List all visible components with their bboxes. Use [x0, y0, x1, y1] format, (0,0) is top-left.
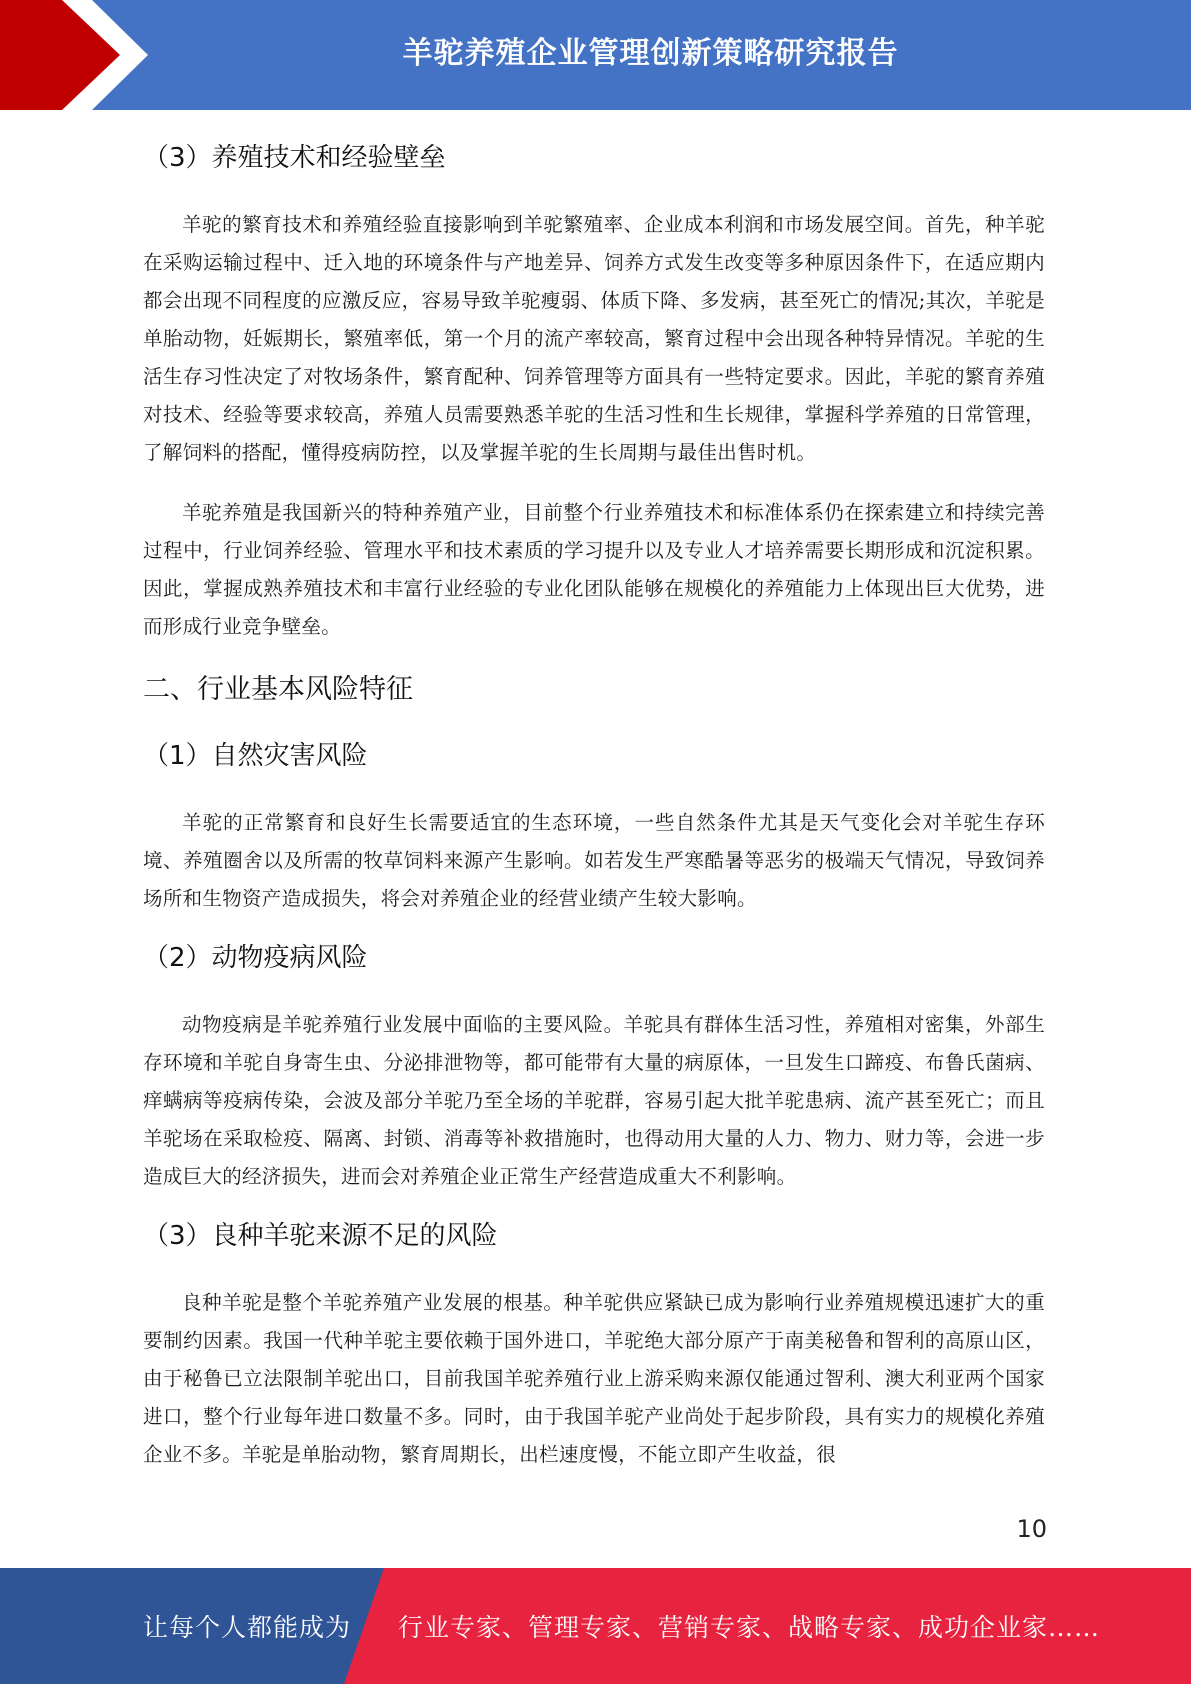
report-title: 羊驼养殖企业管理创新策略研究报告	[402, 36, 899, 71]
paragraph: 良种羊驼是整个羊驼养殖产业发展的根基。种羊驼供应紧缺已成为影响行业养殖规模迅速扩大的重要制约因素。我国一代种羊驼主要依赖于国外进口，羊驼绝大部分原产于南美秘鲁和智利的高原山区，由于秘鲁已立法限制羊驼出口，目前我国羊驼养殖行业上游采购来源仅能通过智利、澳大利亚两个国家进口，整个行业每年进口数量不多。同时，由于我国羊驼产业尚处于起步阶段，具有实力的规模化养殖企业不多。羊驼是单胎动物，繁育周期长，出栏速度慢，不能立即产生收益，很	[143, 1291, 1045, 1466]
paragraph: 羊驼的正常繁育和良好生长需要适宜的生态环境，一些自然条件尤其是天气变化会对羊驼生存环境、养殖圈舍以及所需的牧草饲料来源产生影响。如若发生严寒酷暑等恶劣的极端天气情况，导致饲养场所和生物资产造成损失，将会对养殖企业的经营业绩产生较大影响。	[143, 811, 1045, 910]
footer-slogan-left: 让每个人都能成为	[143, 1613, 352, 1642]
page-footer	[0, 1568, 1191, 1684]
section-heading-animal-disease: （2）动物疫病风险	[143, 943, 368, 973]
section-heading-technology-barrier: （3）养殖技术和经验壁垒	[143, 143, 446, 173]
page-header	[0, 0, 1191, 110]
chapter-heading-risk-features: 二、行业基本风险特征	[143, 674, 413, 705]
section-heading-natural-disaster: （1）自然灾害风险	[143, 741, 368, 771]
section-heading-breeding-source: （3）良种羊驼来源不足的风险	[143, 1221, 498, 1251]
paragraph: 羊驼的繁育技术和养殖经验直接影响到羊驼繁殖率、企业成本利润和市场发展空间。首先，种羊驼在采购运输过程中、迁入地的环境条件与产地差异、饲养方式发生改变等多种原因条件下，在适应期内都会出现不同程度的应激反应，容易导致羊驼瘦弱、体质下降、多发病，甚至死亡的情况;其次，羊驼是单胎动物，妊娠期长，繁殖率低，第一个月的流产率较高，繁育过程中会出现各种特异情况。羊驼的生活生存习性决定了对牧场条件，繁育配种、饲养管理等方面具有一些特定要求。因此，羊驼的繁育养殖对技术、经验等要求较高，养殖人员需要熟悉羊驼的生活习性和生长规律，掌握科学养殖的日常管理，了解饲料的搭配，懂得疫病防控，以及掌握羊驼的生长周期与最佳出售时机。	[143, 213, 1045, 464]
footer-slogan-right: 行业专家、管理专家、营销专家、战略专家、成功企业家……	[398, 1613, 1101, 1642]
paragraph: 动物疫病是羊驼养殖行业发展中面临的主要风险。羊驼具有群体生活习性，养殖相对密集，外部生存环境和羊驼自身寄生虫、分泌排泄物等，都可能带有大量的病原体，一旦发生口蹄疫、布鲁氏菌病、痒螨病等疫病传染，会波及部分羊驼乃至全场的羊驼群，容易引起大批羊驼患病、流产甚至死亡；而且羊驼场在采取检疫、隔离、封锁、消毒等补救措施时，也得动用大量的人力、物力、财力等，会进一步造成巨大的经济损失，进而会对养殖企业正常生产经营造成重大不利影响。	[143, 1013, 1045, 1188]
page-number: 10	[1016, 1515, 1047, 1543]
paragraph: 羊驼养殖是我国新兴的特种养殖产业，目前整个行业养殖技术和标准体系仍在探索建立和持续完善过程中，行业饲养经验、管理水平和技术素质的学习提升以及专业人才培养需要长期形成和沉淀积累。因此，掌握成熟养殖技术和丰富行业经验的专业化团队能够在规模化的养殖能力上体现出巨大优势，进而形成行业竞争壁垒。	[143, 501, 1045, 638]
document-body	[143, 118, 1045, 1474]
